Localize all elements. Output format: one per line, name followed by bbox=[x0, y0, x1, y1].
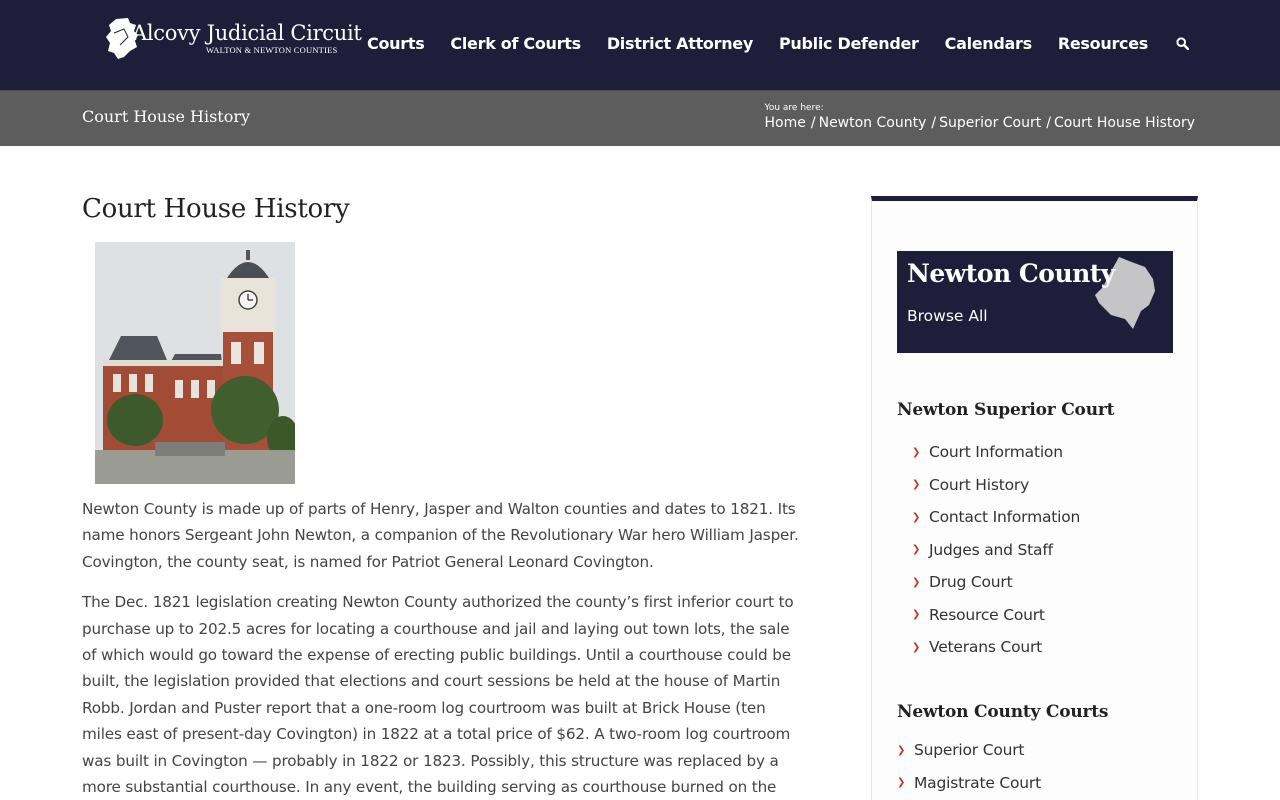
breadcrumb-superior-court[interactable]: Superior Court bbox=[939, 115, 1042, 131]
list-item bbox=[912, 469, 1114, 502]
menu-link-magistrate-court[interactable]: Magistrate Court bbox=[914, 773, 1041, 792]
nav-public-defender[interactable]: Public Defender bbox=[778, 34, 919, 53]
paragraph: Newton County is made up of parts of Henry, Jasper and Walton counties and dates to 1821. Its name honors Sergeant John Newton, a companion of the Revolutionary War hero William Jasper. Covington, the county seat, is named for Patriot General Leonard Covington. bbox=[82, 500, 799, 571]
breadcrumb-label: You are here: bbox=[764, 103, 824, 113]
nav-courts[interactable]: Courts bbox=[367, 34, 425, 53]
list-item bbox=[897, 734, 1108, 767]
titlebar-title: Court House History bbox=[82, 107, 251, 126]
menu-link-drug-court[interactable]: Drug Court bbox=[929, 573, 1013, 592]
paragraph: The Dec. 1821 legislation creating Newton County authorized the county’s first inferior court to purchase up to 202.5 acres for locating a courthouse and jail and laying out town lots, the sale of which would go toward the expense of erecting public buildings. Until a courthouse could be built, the legislation provided that elections and court sessions be held at the house of Martin Robb. Jordan and Puster report that a one-room log courtroom was built at Brick House (ten miles east of present-day Covington) in 1822 at a total price of $62. A two-room log courtroom was built in Covington — probably in 1822 or 1823. Possibly, this structure was replaced by a more substantial courthouse. In any event, the building serving as courthouse burned on the bbox=[82, 593, 794, 797]
breadcrumb-home[interactable]: Home bbox=[764, 115, 806, 131]
page-title: Court House History bbox=[82, 194, 350, 224]
logo-subtitle: WALTON & NEWTON COUNTIES bbox=[206, 45, 338, 55]
bullet-icon: ❯ bbox=[897, 744, 906, 756]
menu-link-contact-information[interactable]: Contact Information bbox=[929, 508, 1081, 527]
county-courts-menu bbox=[897, 734, 1108, 799]
bullet-icon: ❯ bbox=[912, 479, 921, 491]
list-item bbox=[912, 631, 1114, 664]
bullet-icon: ❯ bbox=[912, 641, 921, 653]
breadcrumb bbox=[765, 103, 1195, 131]
courthouse-photo bbox=[95, 242, 295, 484]
county-title: Newton County bbox=[907, 259, 1115, 288]
bullet-icon: ❯ bbox=[912, 544, 921, 556]
sidebar bbox=[871, 196, 1198, 800]
site-header bbox=[0, 0, 1280, 90]
superior-court-menu bbox=[912, 436, 1114, 664]
search-icon bbox=[1176, 37, 1189, 50]
list-item bbox=[912, 501, 1114, 534]
search-button[interactable] bbox=[1174, 36, 1190, 52]
breadcrumb-separator: / bbox=[810, 115, 816, 131]
bullet-icon: ❯ bbox=[912, 446, 921, 458]
nav-clerk-of-courts[interactable]: Clerk of Courts bbox=[450, 34, 581, 53]
menu-link-judges-and-staff[interactable]: Judges and Staff bbox=[929, 540, 1053, 559]
widget-heading: Newton Superior Court bbox=[897, 400, 1115, 420]
list-item bbox=[912, 566, 1114, 599]
site-logo[interactable] bbox=[106, 17, 366, 61]
menu-link-court-history[interactable]: Court History bbox=[929, 475, 1030, 494]
breadcrumb-separator: / bbox=[931, 115, 937, 131]
county-courts-widget bbox=[897, 702, 1108, 799]
county-banner[interactable] bbox=[897, 251, 1173, 353]
list-item bbox=[912, 599, 1114, 632]
bullet-icon: ❯ bbox=[912, 511, 921, 523]
widget-heading: Newton County Courts bbox=[897, 702, 1109, 722]
bullet-icon: ❯ bbox=[897, 777, 906, 789]
article-body bbox=[82, 496, 804, 800]
list-item bbox=[897, 767, 1108, 800]
breadcrumb-current: Court House History bbox=[1053, 115, 1195, 131]
superior-court-widget bbox=[897, 400, 1114, 664]
breadcrumb-separator: / bbox=[1046, 115, 1051, 131]
browse-all-link[interactable]: Browse All bbox=[907, 307, 988, 325]
title-bar bbox=[0, 90, 1280, 146]
nav-district-attorney[interactable]: District Attorney bbox=[606, 34, 753, 53]
nav-calendars[interactable]: Calendars bbox=[944, 34, 1032, 53]
main-nav bbox=[341, 34, 1190, 53]
menu-link-superior-court[interactable]: Superior Court bbox=[914, 741, 1025, 760]
list-item bbox=[912, 534, 1114, 567]
menu-link-court-information[interactable]: Court Information bbox=[929, 443, 1063, 462]
bullet-icon: ❯ bbox=[912, 576, 921, 588]
courthouse-image bbox=[95, 242, 295, 484]
menu-link-veterans-court[interactable]: Veterans Court bbox=[929, 638, 1043, 657]
logo-title: Alcovy Judicial Circuit bbox=[132, 21, 362, 45]
breadcrumb-newton-county[interactable]: Newton County bbox=[818, 115, 927, 131]
bullet-icon: ❯ bbox=[912, 609, 921, 621]
nav-resources[interactable]: Resources bbox=[1057, 34, 1148, 53]
list-item bbox=[912, 436, 1114, 469]
main-content bbox=[82, 180, 802, 797]
menu-link-resource-court[interactable]: Resource Court bbox=[929, 605, 1045, 624]
